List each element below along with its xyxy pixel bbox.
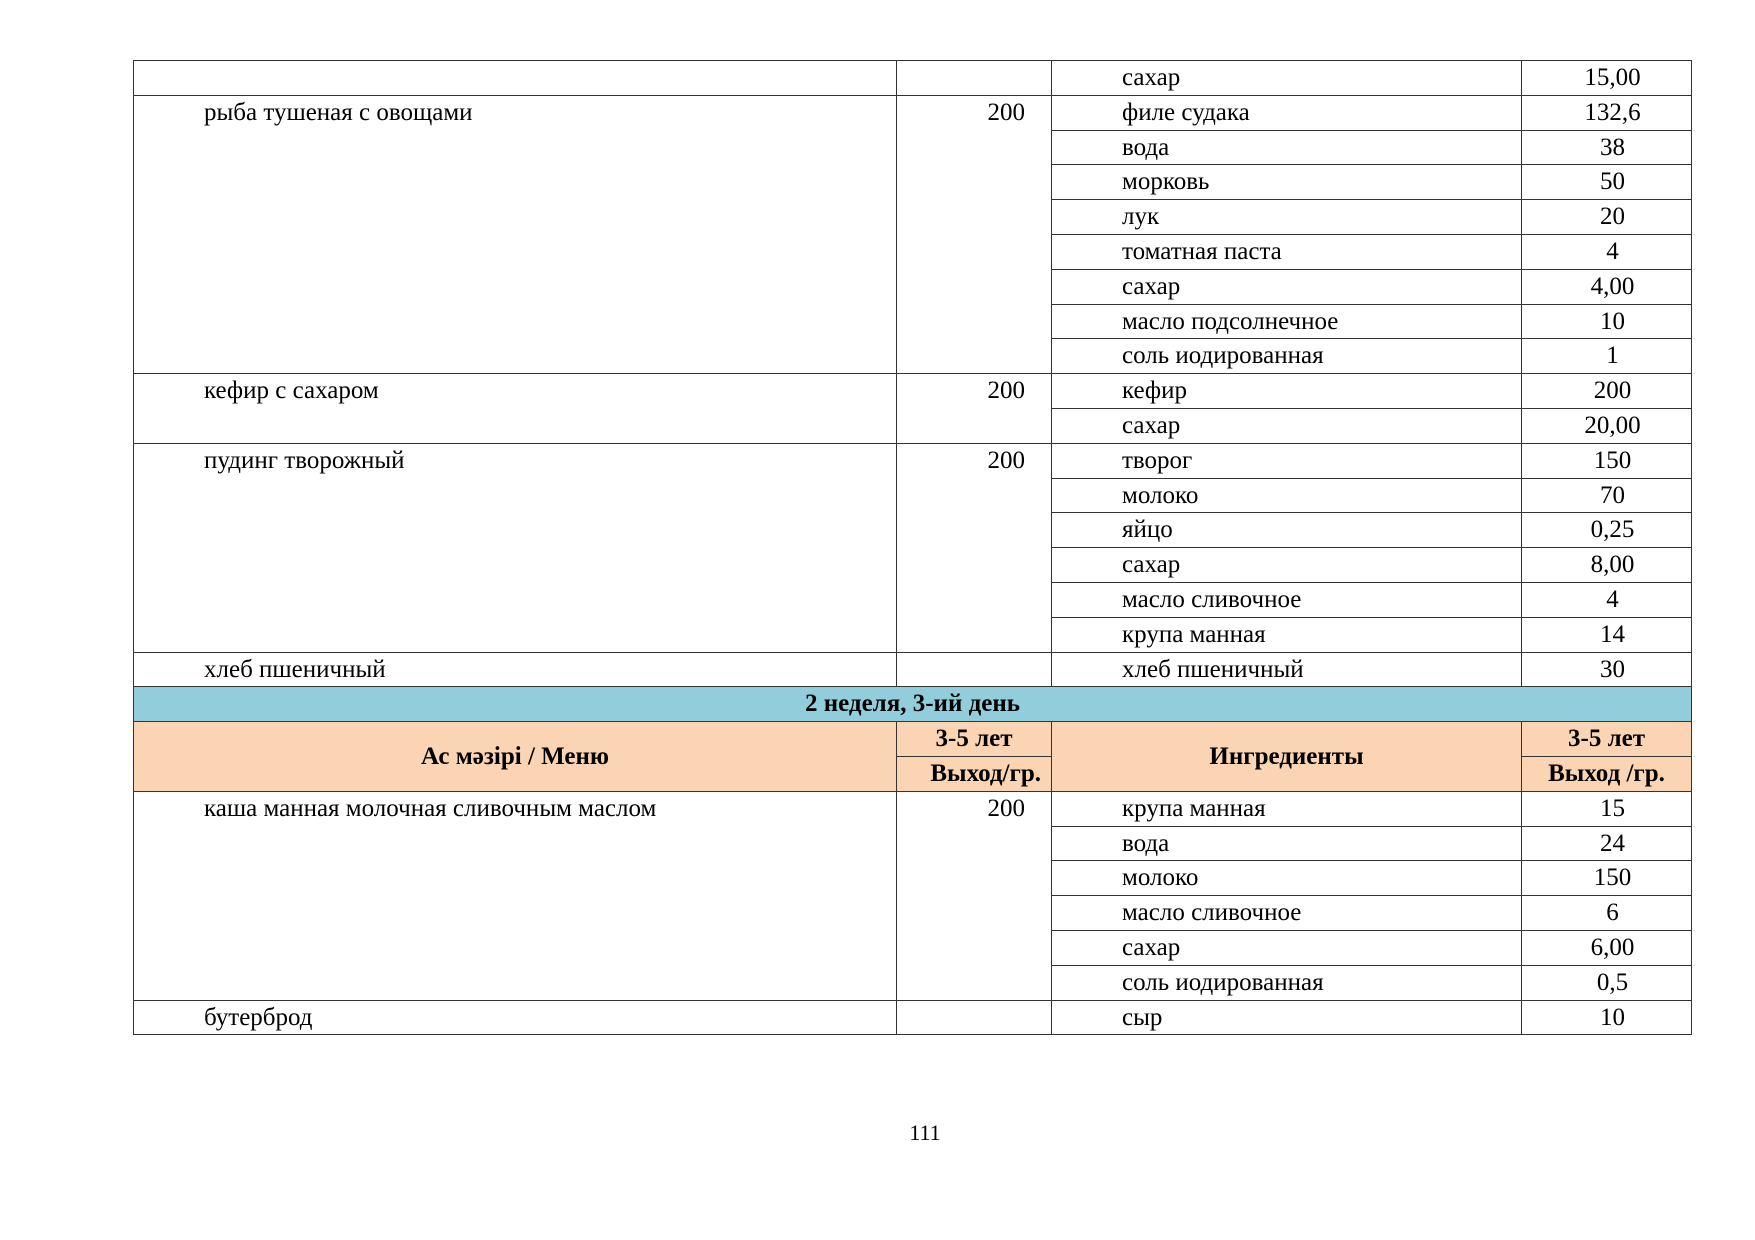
ingredient-row	[134, 1000, 1692, 1035]
section-title: 2 неделя, 3-ий день	[134, 687, 1692, 722]
ingredient-amount: 20	[1522, 200, 1692, 235]
dish-output	[897, 652, 1052, 687]
ingredient-amount: 132,6	[1522, 95, 1692, 130]
ingredient-name: соль иодированная	[1052, 339, 1522, 374]
dish-name: бутерброд	[134, 1000, 897, 1035]
ingredient-row	[134, 61, 1692, 96]
ingredient-amount: 38	[1522, 130, 1692, 165]
dish-output: 200	[897, 374, 1052, 444]
dish-output	[897, 61, 1052, 96]
header-row	[134, 722, 1692, 757]
dish-name: кефир с сахаром	[134, 374, 897, 444]
ingredient-name: лук	[1052, 200, 1522, 235]
ingredient-name: масло сливочное	[1052, 896, 1522, 931]
ingredient-amount: 4,00	[1522, 269, 1692, 304]
dish-output: 200	[897, 95, 1052, 373]
ingredient-name: томатная паста	[1052, 234, 1522, 269]
ingredient-name: сахар	[1052, 408, 1522, 443]
ingredient-name: филе судака	[1052, 95, 1522, 130]
header-output-left: Выход/гр.	[897, 756, 1052, 791]
ingredient-name: сахар	[1052, 61, 1522, 96]
ingredient-amount: 15	[1522, 791, 1692, 826]
ingredient-name: кефир	[1052, 374, 1522, 409]
page-number: 111	[909, 1120, 941, 1145]
ingredient-amount: 8,00	[1522, 548, 1692, 583]
ingredient-name: вода	[1052, 130, 1522, 165]
dish-output: 200	[897, 443, 1052, 652]
ingredient-amount: 1	[1522, 339, 1692, 374]
ingredient-amount: 70	[1522, 478, 1692, 513]
ingredient-name: сахар	[1052, 269, 1522, 304]
dish-name: пудинг творожный	[134, 443, 897, 652]
ingredient-amount: 15,00	[1522, 61, 1692, 96]
ingredient-name: соль иодированная	[1052, 965, 1522, 1000]
ingredient-name: морковь	[1052, 165, 1522, 200]
dish-output	[897, 1000, 1052, 1035]
ingredient-amount: 10	[1522, 1000, 1692, 1035]
ingredient-amount: 14	[1522, 617, 1692, 652]
ingredient-name: масло сливочное	[1052, 582, 1522, 617]
ingredient-amount: 0,25	[1522, 513, 1692, 548]
header-age: 3-5 лет	[897, 722, 1052, 757]
ingredient-name: сахар	[1052, 548, 1522, 583]
menu-table-body-bottom	[134, 791, 1692, 1035]
dish-output: 200	[897, 791, 1052, 1000]
ingredient-row	[134, 791, 1692, 826]
section-block	[134, 687, 1692, 791]
dish-name: хлеб пшеничный	[134, 652, 897, 687]
ingredient-amount: 30	[1522, 652, 1692, 687]
dish-name: рыба тушеная с овощами	[134, 95, 897, 373]
ingredient-name: сахар	[1052, 930, 1522, 965]
ingredient-name: сыр	[1052, 1000, 1522, 1035]
ingredient-name: вода	[1052, 826, 1522, 861]
ingredient-amount: 10	[1522, 304, 1692, 339]
ingredient-amount: 6,00	[1522, 930, 1692, 965]
ingredient-amount: 0,5	[1522, 965, 1692, 1000]
ingredient-amount: 50	[1522, 165, 1692, 200]
ingredient-amount: 6	[1522, 896, 1692, 931]
ingredient-row	[134, 95, 1692, 130]
ingredient-amount: 4	[1522, 582, 1692, 617]
section-row	[134, 687, 1692, 722]
header-age-right: 3-5 лет	[1522, 722, 1692, 757]
menu-table	[133, 60, 1692, 1035]
ingredient-amount: 150	[1522, 443, 1692, 478]
ingredient-amount: 24	[1522, 826, 1692, 861]
ingredient-name: крупа манная	[1052, 617, 1522, 652]
ingredient-name: молоко	[1052, 478, 1522, 513]
ingredient-name: масло подсолнечное	[1052, 304, 1522, 339]
ingredient-row	[134, 652, 1692, 687]
ingredient-row	[134, 374, 1692, 409]
header-menu: Ас мәзірі / Меню	[134, 722, 897, 792]
ingredient-name: яйцо	[1052, 513, 1522, 548]
ingredient-amount: 20,00	[1522, 408, 1692, 443]
header-ingredients: Ингредиенты	[1052, 722, 1522, 792]
ingredient-name: хлеб пшеничный	[1052, 652, 1522, 687]
ingredient-amount: 4	[1522, 234, 1692, 269]
ingredient-amount: 150	[1522, 861, 1692, 896]
ingredient-row	[134, 443, 1692, 478]
ingredient-name: творог	[1052, 443, 1522, 478]
ingredient-name: крупа манная	[1052, 791, 1522, 826]
dish-name: каша манная молочная сливочным маслом	[134, 791, 897, 1000]
header-output-right: Выход /гр.	[1522, 756, 1692, 791]
ingredient-name: молоко	[1052, 861, 1522, 896]
ingredient-amount: 200	[1522, 374, 1692, 409]
dish-name	[134, 61, 897, 96]
menu-table-body-top	[134, 61, 1692, 687]
